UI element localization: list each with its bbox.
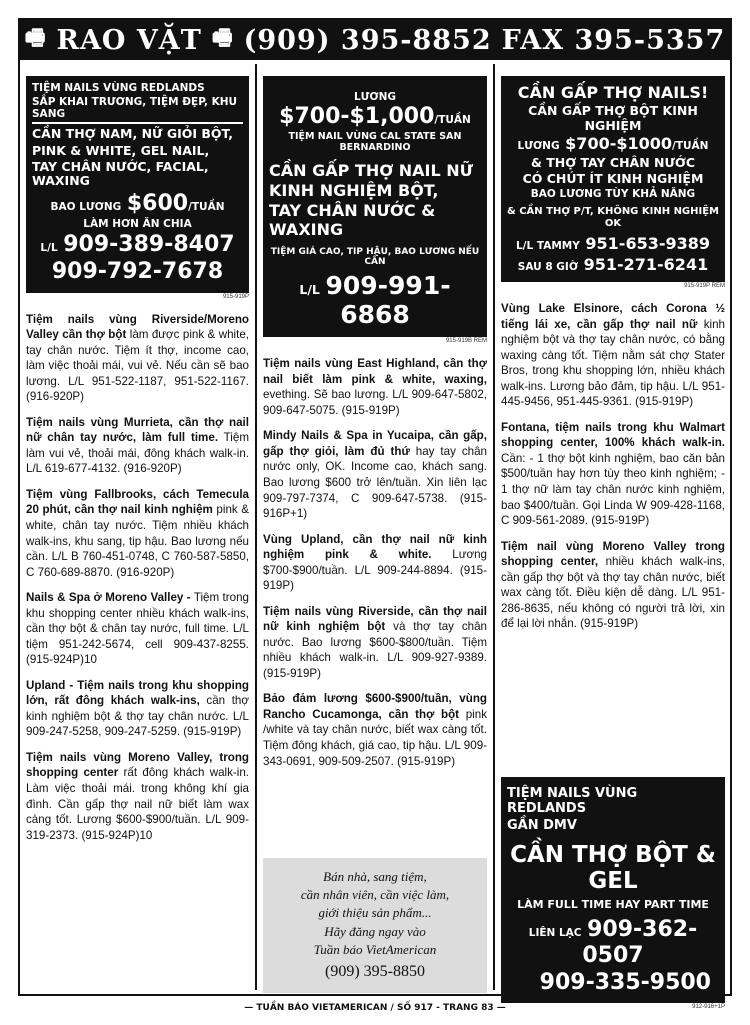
ad-cal-state-nails — [263, 76, 487, 337]
ad-text: LÀM HƠN ĂN CHIA — [83, 217, 192, 230]
ad-text: CÓ CHÚT ÍT KINH NGHIỆM — [522, 170, 704, 186]
listing-headline: Vùng Upland, cần thợ nail nữ kinh nghiệm pink & white. — [263, 532, 487, 562]
listing-body: pink & white, chân tay nước. Tiệm nhiều khách walk-ins, khu sang, tip hậu. Bao lương nếu cần. L/L B 760-451-0748, C 760-587-5850, C 760-689-8870. (916-920P) — [26, 503, 249, 579]
classified-listing — [26, 750, 249, 843]
ad-subheadline: SẮP KHAI TRƯƠNG, TIỆM ĐẸP, KHU SANG — [32, 96, 243, 124]
classifieds-banner — [20, 20, 730, 60]
classified-listing — [26, 678, 249, 740]
listings — [501, 301, 725, 632]
banner-fax: FAX 395-5357 — [501, 24, 726, 56]
classified-listing — [501, 539, 725, 632]
ad-text: CẦN GẤP THỢ BỘT KINH NGHIỆM — [528, 103, 698, 133]
listing-body: rất đông khách walk-in. Làm việc thoải mái. trong không khí gia đình. Cần gấp thợ nail nữ biết làm wax càng tốt. Lương $600-$900/tuần. L/L 909-319-2373. (915-924P)10 — [26, 766, 249, 842]
column-1 — [26, 62, 249, 843]
ad-text: GẦN DMV — [507, 817, 577, 833]
classified-listing — [263, 428, 487, 521]
listing-body: và thợ tay chân nước. Bao lương $600-$800/tuần. Tiệm nhiều khách walk-in. L/L 909-927-9389. (915-919P) — [263, 620, 487, 680]
ad-redlands-dmv — [501, 777, 725, 1003]
ad-phone: SAU 8 GIỜ 951-271-6241 — [517, 254, 709, 274]
ad-text: TIỆM NAIL VÙNG CAL STATE SAN BERNARDINO — [288, 130, 462, 153]
banner-phone: (909) 395-8852 — [243, 24, 492, 56]
ad-phone: L/L TAMMY 951-653-9389 — [515, 234, 711, 254]
listing-body: nhiều khách walk-ins, cần gấp thợ bột và thợ tay chân nước, biết wax càng tốt. Điều kiện dễ dàng. L/L 951-286-8635, nếu không có người trả lời, xin để lại lời nhắn. (915-919P) — [501, 555, 725, 631]
listing-body: evething. Sẽ bao lương. L/L 909-647-5802, 909-647-5075. (915-919P) — [263, 388, 487, 417]
bottom-ad-wrapper — [501, 777, 725, 1012]
ad-urgent-nails — [501, 76, 725, 282]
ad-text: TIỆM GIÁ CAO, TIP HẬU, BAO LƯƠNG NẾU CẦN — [270, 247, 480, 268]
listings — [26, 312, 249, 843]
newspaper-icon: 🖷 — [211, 25, 234, 51]
classified-listing — [263, 691, 487, 769]
promo-phone: (909) 395-8850 — [325, 962, 425, 980]
ad-reference: 915-919B REM — [445, 338, 487, 345]
listing-body: làm được pink & white, tay chân nước. Tiệm ít thợ, income cao, làm việc thoải mái, vui vẻ. Nếu cần sẽ bao lương. L/L 951-522-1187, 951-522-1167. (916-920P) — [26, 328, 249, 404]
ad-phone: L/L 909-991-6868 — [299, 270, 451, 329]
classified-listing — [263, 356, 487, 418]
listing-body: Tiệm trong khu shopping center nhiều khách walk-ins, cần thợ bột & chân tay nước, full time. L/L tiệm 951-242-5674, cell 909-437-8255. (915-924P)10 — [26, 591, 249, 667]
ad-phone: L/L 909-389-8407 — [40, 232, 235, 258]
listing-body: Lương $700-$900/tuần. L/L 909-244-8894. (915-919P) — [263, 548, 487, 593]
listing-headline: Bảo đảm lương $600-$900/tuần, vùng Rancho Cucamonga, cần thợ bột — [263, 692, 487, 721]
classified-listing — [263, 532, 487, 594]
ad-phone: 909-792-7678 — [51, 259, 224, 285]
ad-text: LÀM FULL TIME HAY PART TIME — [517, 897, 709, 911]
ad-text: & CẦN THỢ P/T, KHÔNG KINH NGHIỆM OK — [507, 206, 720, 229]
listing-headline: Tiệm vùng Fallbrooks, cách Temecula 20 phút, cần thợ nail kinh nghiệm — [26, 487, 249, 517]
page-footer: — TUẦN BÁO VIETAMERICAN / SỐ 917 - TRANG 83 — — [244, 1003, 506, 1013]
ad-text: TAY CHÂN NƯỚC & WAXING — [269, 201, 436, 239]
listing-headline: Nails & Spa ở Moreno Valley - — [26, 591, 191, 605]
banner-title: RAO VẶT — [56, 24, 202, 56]
ad-phone: LIÊN LẠC 909-362-0507 — [528, 917, 698, 968]
ad-text: BAO LƯƠNG TÙY KHẢ NĂNG — [530, 188, 696, 201]
listing-headline: Tiệm nails vùng East Highland, cần thợ nail biết làm pink & white, waxing, — [263, 357, 487, 386]
classified-listing — [26, 590, 249, 668]
classified-listing — [501, 301, 725, 410]
listing-headline: Tiệm nails vùng Riverside, cần thợ nail nữ kinh nghiệm bột — [263, 604, 487, 634]
classified-listing — [26, 487, 249, 580]
listing-headline: Fontana, tiệm nails trong khu Walmart shopping center, 100% khách walk-in. — [501, 420, 725, 450]
classified-listing — [26, 312, 249, 405]
classified-listing — [501, 420, 725, 529]
listing-body: pink /white và tay chân nước, biết wax càng tốt. Tiệm đông khách, giá cao, tip hậu. L/L 909-343-0691, 909-509-2507. (915-919P) — [263, 707, 487, 768]
ad-text: TAY CHÂN NƯỚC, FACIAL, WAXING — [32, 158, 209, 189]
listing-headline: Tiệm nails vùng Riverside/Moreno Valley cần thợ bột — [26, 312, 249, 342]
column-2 — [263, 62, 487, 980]
ad-salary: LƯƠNG $700-$1,000/TUẦN — [279, 91, 471, 130]
column-3 — [501, 62, 725, 1011]
promo-box: Bán nhà, sang tiệm, cần nhân viên, cần việc làm, giới thiệu sản phẩm... Hãy đăng ngay vào Tuần báo VietAmerican (909) 395-8850 — [263, 858, 487, 993]
column-divider — [493, 64, 495, 990]
ad-text: & THỢ TAY CHÂN NƯỚC — [530, 154, 696, 170]
listing-body: hay tay chân nước only, OK. Income cao, khách sang. Bao lương $600 trở lên/tuần. Xin liên lạc 909-797-7374, C 909-647-5738. (915-916P+1) — [263, 444, 487, 521]
ad-reference: 915-919P REM — [684, 283, 725, 290]
ad-text: KINH NGHIỆM BỘT, — [269, 180, 439, 200]
ad-text: PINK & WHITE, GEL NAIL, — [32, 142, 210, 158]
listing-body: cần thợ kinh nghiệm bột & thợ tay chân nước. L/L 909-247-5258, 909-247-5259. (915-919P) — [26, 694, 249, 739]
ad-reference: 912-916+1P — [692, 1004, 725, 1011]
ad-text: CẦN GẤP THỢ NAIL NỮ — [269, 160, 473, 180]
listing-body: Cần: - 1 thợ bột kinh nghiệm, bao căn bản $500/tuần hay hơn tùy theo kinh nghiệm; - 1 thợ nữ làm tay chân nước kinh nghiệm, bao $400/tuần. Gọi Linda W 909-428-1168, C 909-561-2089. (915-919P) — [501, 451, 725, 528]
classified-listing — [26, 415, 249, 477]
ad-headline: TIỆM NAILS VÙNG REDLANDS — [507, 786, 638, 816]
listing-headline: Tiệm nails vùng Moreno Valley, trong shopping center — [26, 750, 249, 780]
listing-body: Tiệm làm vui vẻ, thoải mái, đông khách walk-in. L/L 619-677-4132. (916-920P) — [26, 431, 249, 476]
listing-body: kinh nghiệm bột và thợ tay chân nước, có bằng waxing càng tốt. Tiệm nằm sát chợ Stater Bros, trong khu shopping lớn, nhiều khách walk-ins. Lương bảo đảm, tip hậu. L/L 951-445-9456, 951-445-9361. (915-919P) — [501, 317, 725, 409]
ad-salary: BAO LƯƠNG $600/TUẦN — [50, 190, 225, 216]
ad-redlands-nails — [26, 76, 249, 293]
listing-headline: Upland - Tiệm nails trong khu shopping lớn, rất đông khách walk-ins, — [26, 678, 249, 708]
newspaper-icon: 🖷 — [24, 25, 47, 51]
ad-text: CẦN THỢ NAM, NỮ GIỎI BỘT, — [32, 126, 234, 142]
column-divider — [255, 64, 257, 990]
listing-headline: Vùng Lake Elsinore, cách Corona ½ tiếng lái xe, cần gấp thợ nail nữ — [501, 302, 725, 331]
ad-reference: 915-919P — [222, 293, 249, 300]
classified-listing — [263, 604, 487, 682]
ad-headline: TIỆM NAILS VÙNG REDLANDS — [32, 82, 205, 94]
listing-headline: Tiệm nails vùng Murrieta, cần thợ nail nữ chân tay nước, làm full time. — [26, 415, 249, 445]
ad-text: CẦN THỢ BỘT & GEL — [510, 841, 716, 895]
listing-headline: Tiệm nail vùng Moreno Valley trong shopping center, — [501, 539, 725, 569]
listing-headline: Mindy Nails & Spa in Yucaipa, cần gấp, gấp thợ giỏi, làm đủ thứ — [263, 429, 487, 458]
listings — [263, 356, 487, 769]
ad-salary: LƯƠNG $700-$1000/TUẦN — [517, 134, 709, 154]
ad-headline: CẦN GẤP THỢ NAILS! — [517, 83, 709, 102]
ad-phone: 909-335-9500 — [539, 969, 711, 995]
